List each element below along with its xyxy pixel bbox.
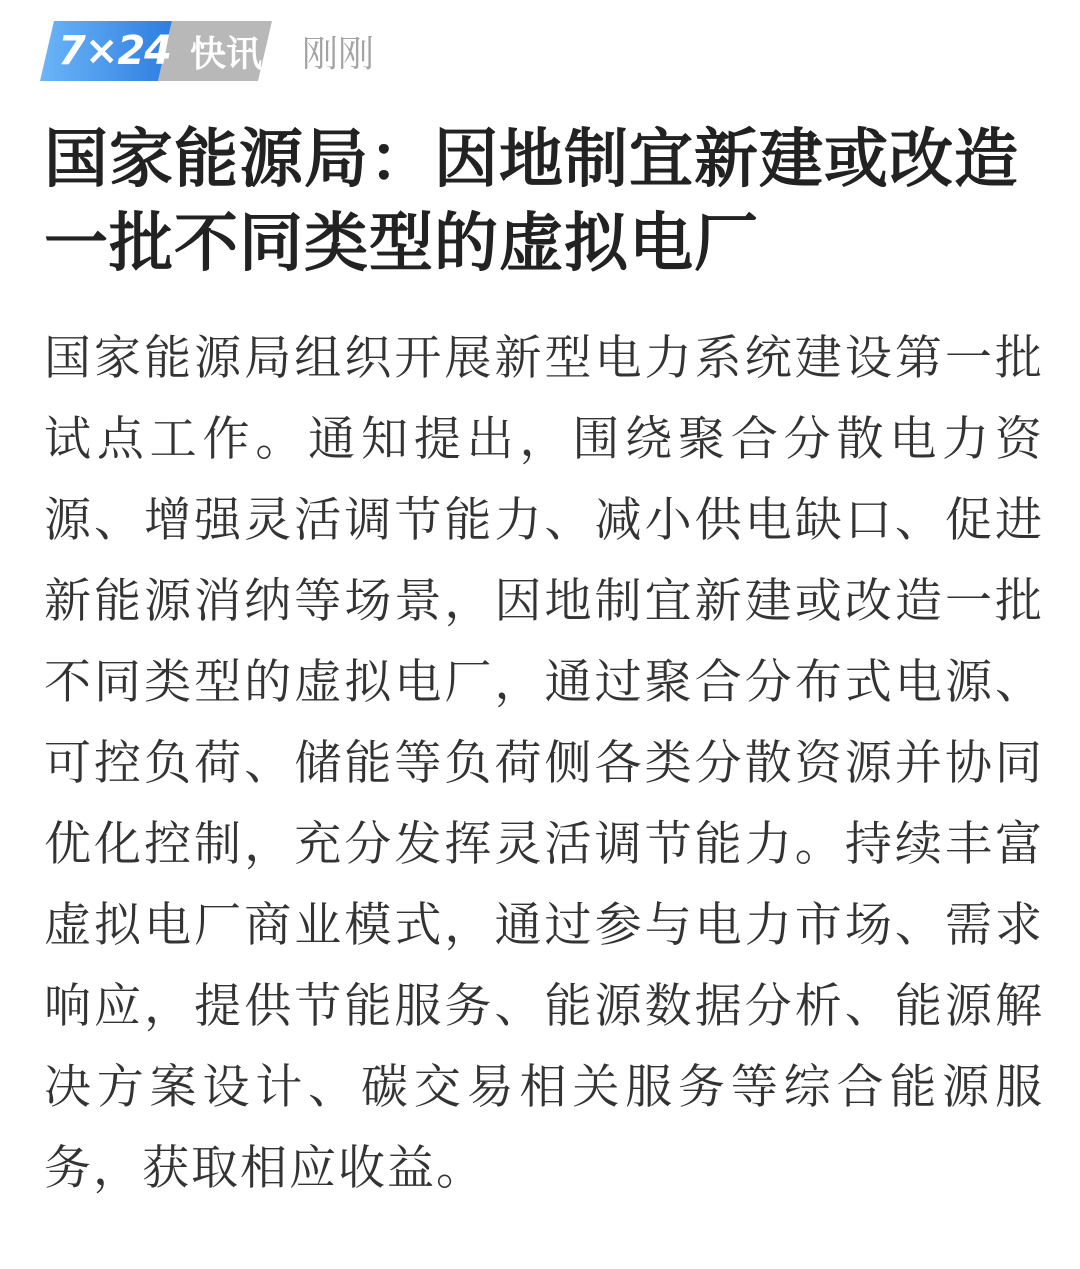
flash-news-badge[interactable] [40, 21, 272, 81]
publish-time: 刚刚 [302, 33, 375, 75]
badge-number: 7×24 [58, 28, 172, 74]
badge-label: 快讯 [190, 33, 263, 75]
article-body: 国家能源局组织开展新型电力系统建设第一批试点工作。通知提出，围绕聚合分散电力资源、增强灵活调节能力、减小供电缺口、促进新能源消纳等场景，因地制宜新建或改造一批不同类型的虚拟电厂，通过聚合分布式电源、可控负荷、储能等负荷侧各类分散资源并协同优化控制，充分发挥灵活调节能力。持续丰富虚拟电厂商业模式，通过参与电力市场、需求响应，提供节能服务、能源数据分析、能源解决方案设计、碳交易相关服务等综合能源服务，获取相应收益。 [44, 331, 1044, 1196]
article-title: 国家能源局：因地制宜新建或改造一批不同类型的虚拟电厂 [44, 123, 1019, 281]
news-header [40, 20, 374, 82]
